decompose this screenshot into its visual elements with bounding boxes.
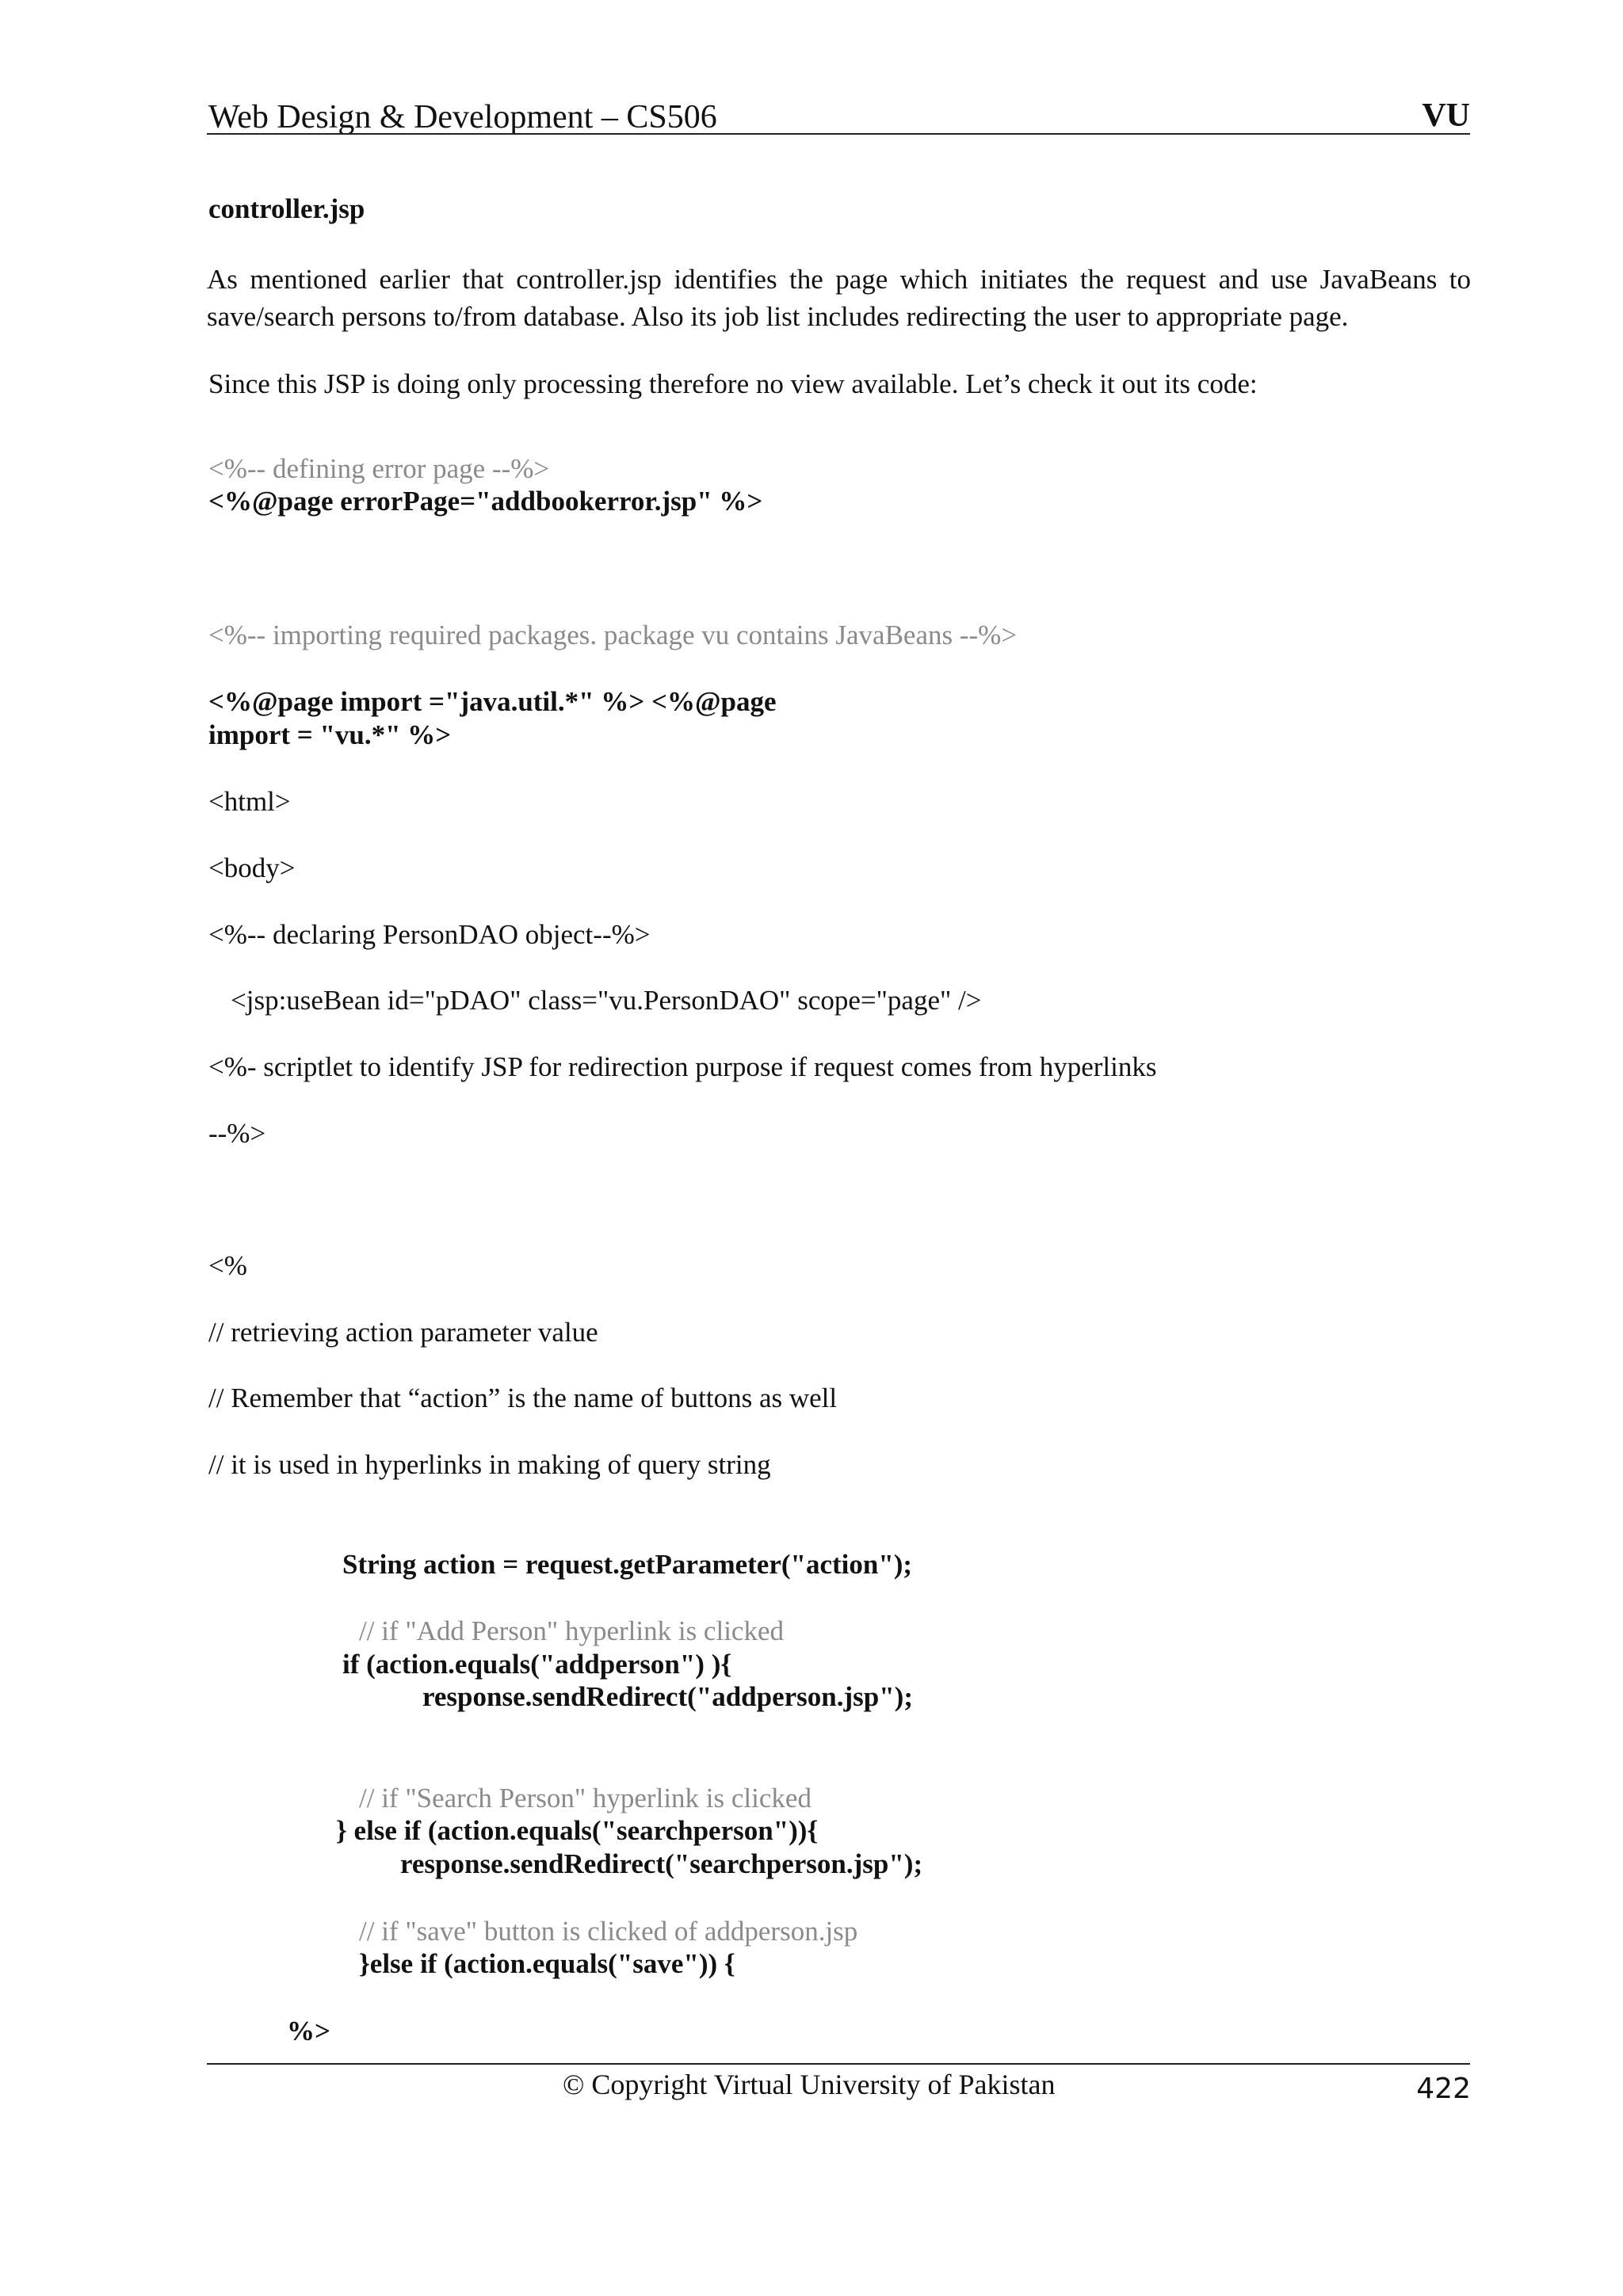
code-comment-scriptlet-1: <%- scriptlet to identify JSP for redirection purpose if request comes from hyperlinks — [208, 1051, 1157, 1082]
code-elseif-searchperson: } else if (action.equals("searchperson")){ — [336, 1815, 819, 1846]
code-line-imports-1: <%@page import ="java.util.*" %> <%@page — [208, 686, 777, 717]
code-if-addperson: if (action.equals("addperson") ){ — [342, 1649, 732, 1680]
header-logo-text: VU — [1422, 97, 1470, 134]
code-line-error-page: <%@page errorPage="addbookerror.jsp" %> — [208, 486, 763, 517]
code-comment-scriptlet-2: --%> — [208, 1118, 266, 1149]
code-comment-add-person: // if "Add Person" hyperlink is clicked — [359, 1615, 784, 1646]
code-redirect-addperson: response.sendRedirect("addperson.jsp"); — [422, 1681, 913, 1712]
code-elseif-save: }else if (action.equals("save")) { — [359, 1948, 735, 1979]
intro-paragraph: As mentioned earlier that controller.jsp identifies the page which initiates the request and use JavaBeans to save/search persons to/from database. Also its job list includes redirecting the user to appropriate page. — [207, 264, 1471, 332]
code-body-tag: <body> — [208, 852, 296, 883]
code-open-scriptlet: <% — [208, 1250, 247, 1281]
code-line-imports-2: import = "vu.*" %> — [208, 719, 452, 750]
code-usebean: <jsp:useBean id="pDAO" class="vu.PersonDAO" scope="page" /> — [231, 985, 982, 1016]
code-close-scriptlet: %> — [287, 2016, 330, 2046]
code-comment-error-page: <%-- defining error page --%> — [208, 453, 550, 484]
code-comment-search-person: // if "Search Person" hyperlink is clicked — [359, 1783, 812, 1814]
section-title: controller.jsp — [208, 193, 365, 224]
code-comment-retrieve: // retrieving action parameter value — [208, 1317, 598, 1348]
note-paragraph: Since this JSP is doing only processing therefore no view available. Let’s check it out its code: — [208, 368, 1258, 399]
code-get-action: String action = request.getParameter("action"); — [342, 1549, 913, 1580]
code-comment-persondao: <%-- declaring PersonDAO object--%> — [208, 919, 651, 950]
footer-copyright: © Copyright Virtual University of Pakistan — [563, 2069, 1056, 2100]
header-divider — [207, 133, 1470, 135]
code-comment-imports: <%-- importing required packages. package vu contains JavaBeans --%> — [208, 620, 1018, 650]
code-comment-hyperlinks: // it is used in hyperlinks in making of query string — [208, 1449, 771, 1480]
page-number: 422 — [1416, 2073, 1471, 2105]
header-title: Web Design & Development – CS506 — [208, 99, 717, 135]
code-redirect-searchperson: response.sendRedirect("searchperson.jsp"); — [400, 1848, 923, 1879]
footer-divider — [207, 2063, 1470, 2065]
code-comment-save: // if "save" button is clicked of addperson.jsp — [359, 1916, 858, 1947]
code-comment-remember: // Remember that “action” is the name of buttons as well — [208, 1383, 838, 1413]
code-html-tag: <html> — [208, 786, 291, 817]
